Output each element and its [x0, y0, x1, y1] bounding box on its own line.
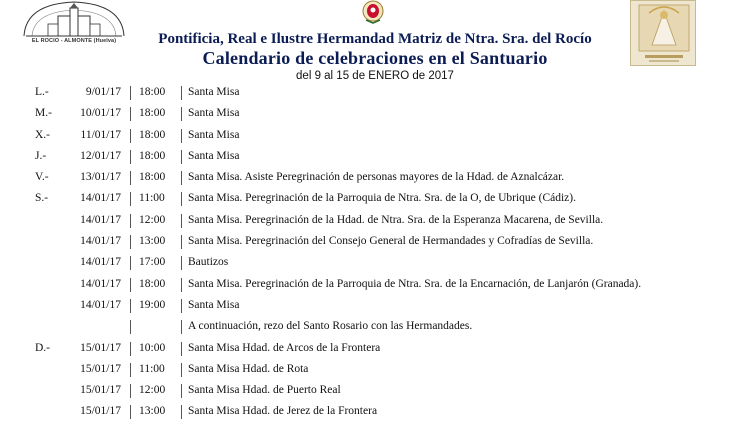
- column-divider: [181, 299, 182, 313]
- day-label: J.-: [35, 149, 47, 162]
- day-label: X.-: [35, 128, 51, 141]
- schedule-row: [0, 103, 750, 124]
- column-divider: [181, 363, 182, 377]
- column-divider: [181, 342, 182, 356]
- hermandad-seal-icon: [360, 0, 386, 24]
- schedule-row: [0, 167, 750, 188]
- event-time: 17:00: [139, 256, 166, 269]
- schedule-row: [0, 316, 750, 337]
- event-time: 13:00: [139, 405, 166, 418]
- event-description: A continuación, rezo del Santo Rosario con las Hermandades.: [188, 320, 473, 333]
- event-date: 15/01/17: [80, 405, 121, 418]
- event-date: 14/01/17: [80, 192, 121, 205]
- column-divider: [130, 192, 131, 206]
- day-label: V.-: [35, 171, 49, 184]
- event-description: Santa Misa: [188, 298, 240, 311]
- column-divider: [181, 150, 182, 164]
- event-description: Santa Misa Hdad. de Arcos de la Frontera: [188, 341, 381, 354]
- event-description: Santa Misa. Peregrinación de la Parroquia de Ntra. Sra. de la Encarnación, de Lanjarón (Granada).: [188, 277, 642, 290]
- schedule-row: [0, 210, 750, 231]
- column-divider: [130, 363, 131, 377]
- brotherhood-title: Pontificia, Real e Ilustre Hermandad Matriz de Ntra. Sra. del Rocío: [158, 31, 592, 47]
- event-description: Santa Misa Hdad. de Rota: [188, 362, 309, 375]
- column-divider: [130, 86, 131, 100]
- column-divider: [130, 384, 131, 398]
- schedule-row: [0, 359, 750, 380]
- column-divider: [181, 86, 182, 100]
- event-time: 12:00: [139, 384, 166, 397]
- event-date: 15/01/17: [80, 384, 121, 397]
- logo-caption: EL ROCIO - ALMONTE (Huelva): [31, 38, 117, 44]
- column-divider: [181, 384, 182, 398]
- day-label: M.-: [35, 107, 52, 120]
- column-divider: [181, 235, 182, 249]
- column-divider: [181, 107, 182, 121]
- column-divider: [181, 405, 182, 419]
- schedule-row: [0, 82, 750, 103]
- column-divider: [130, 320, 131, 334]
- column-divider: [181, 129, 182, 143]
- event-date: 12/01/17: [80, 149, 121, 162]
- event-description: Santa Misa: [188, 86, 240, 98]
- event-time: 19:00: [139, 298, 166, 311]
- day-label: S.-: [35, 192, 49, 205]
- event-date: 14/01/17: [80, 213, 121, 226]
- column-divider: [181, 278, 182, 292]
- event-date: 15/01/17: [80, 362, 121, 375]
- column-divider: [130, 107, 131, 121]
- event-date: 14/01/17: [80, 256, 121, 269]
- event-description: Santa Misa Hdad. de Jerez de la Frontera: [188, 405, 378, 418]
- event-date: 14/01/17: [80, 277, 121, 290]
- column-divider: [130, 129, 131, 143]
- schedule-row: [0, 188, 750, 209]
- event-date: 13/01/17: [80, 171, 121, 184]
- schedule-row: [0, 231, 750, 252]
- event-description: Santa Misa: [188, 128, 240, 141]
- schedule-row: [0, 401, 750, 422]
- column-divider: [130, 405, 131, 419]
- event-date: 9/01/17: [85, 86, 121, 98]
- event-time: 18:00: [139, 277, 166, 290]
- event-date: 15/01/17: [80, 341, 121, 354]
- event-time: 12:00: [139, 213, 166, 226]
- event-date: 11/01/17: [80, 128, 121, 141]
- event-time: 18:00: [139, 149, 166, 162]
- schedule-row: [0, 146, 750, 167]
- event-time: 18:00: [139, 171, 166, 184]
- event-time: 13:00: [139, 235, 166, 248]
- day-label: D.-: [35, 341, 51, 354]
- event-description: Santa Misa. Peregrinación de la Parroquia de Ntra. Sra. de la O, de Ubrique (Cádiz).: [188, 192, 576, 205]
- event-date: 14/01/17: [80, 235, 121, 248]
- column-divider: [181, 256, 182, 270]
- event-description: Bautizos: [188, 256, 229, 269]
- schedule-row: [0, 295, 750, 316]
- event-time: 18:00: [139, 86, 166, 98]
- event-time: 11:00: [139, 192, 165, 205]
- event-description: Santa Misa. Peregrinación del Consejo General de Hermandades y Cofradías de Sevilla.: [188, 235, 594, 248]
- column-divider: [181, 192, 182, 206]
- schedule-row: [0, 380, 750, 401]
- schedule-list: [0, 82, 750, 423]
- schedule-row: [0, 125, 750, 146]
- event-date: 10/01/17: [80, 107, 121, 120]
- event-time: 18:00: [139, 107, 166, 120]
- event-description: Santa Misa: [188, 149, 240, 162]
- event-date: 14/01/17: [80, 298, 121, 311]
- calendar-title: Calendario de celebraciones en el Santuario: [202, 48, 548, 68]
- schedule-row: [0, 252, 750, 273]
- column-divider: [130, 342, 131, 356]
- column-divider: [181, 171, 182, 185]
- column-divider: [130, 171, 131, 185]
- event-description: Santa Misa Hdad. de Puerto Real: [188, 384, 341, 397]
- column-divider: [130, 299, 131, 313]
- event-time: 11:00: [139, 362, 165, 375]
- schedule-row: [0, 274, 750, 295]
- column-divider: [130, 214, 131, 228]
- event-time: 18:00: [139, 128, 166, 141]
- column-divider: [130, 150, 131, 164]
- schedule-row: [0, 338, 750, 359]
- event-description: Santa Misa. Asiste Peregrinación de personas mayores de la Hdad. de Aznalcázar.: [188, 171, 565, 184]
- event-description: Santa Misa: [188, 107, 240, 120]
- column-divider: [181, 320, 182, 334]
- column-divider: [181, 214, 182, 228]
- column-divider: [130, 256, 131, 270]
- date-range: del 9 al 15 de ENERO de 2017: [296, 70, 454, 82]
- event-description: Santa Misa. Peregrinación de la Hdad. de Ntra. Sra. de la Esperanza Macarena, de Sevilla.: [188, 213, 604, 226]
- column-divider: [130, 235, 131, 249]
- day-label: L.-: [35, 86, 49, 98]
- event-time: 10:00: [139, 341, 166, 354]
- column-divider: [130, 278, 131, 292]
